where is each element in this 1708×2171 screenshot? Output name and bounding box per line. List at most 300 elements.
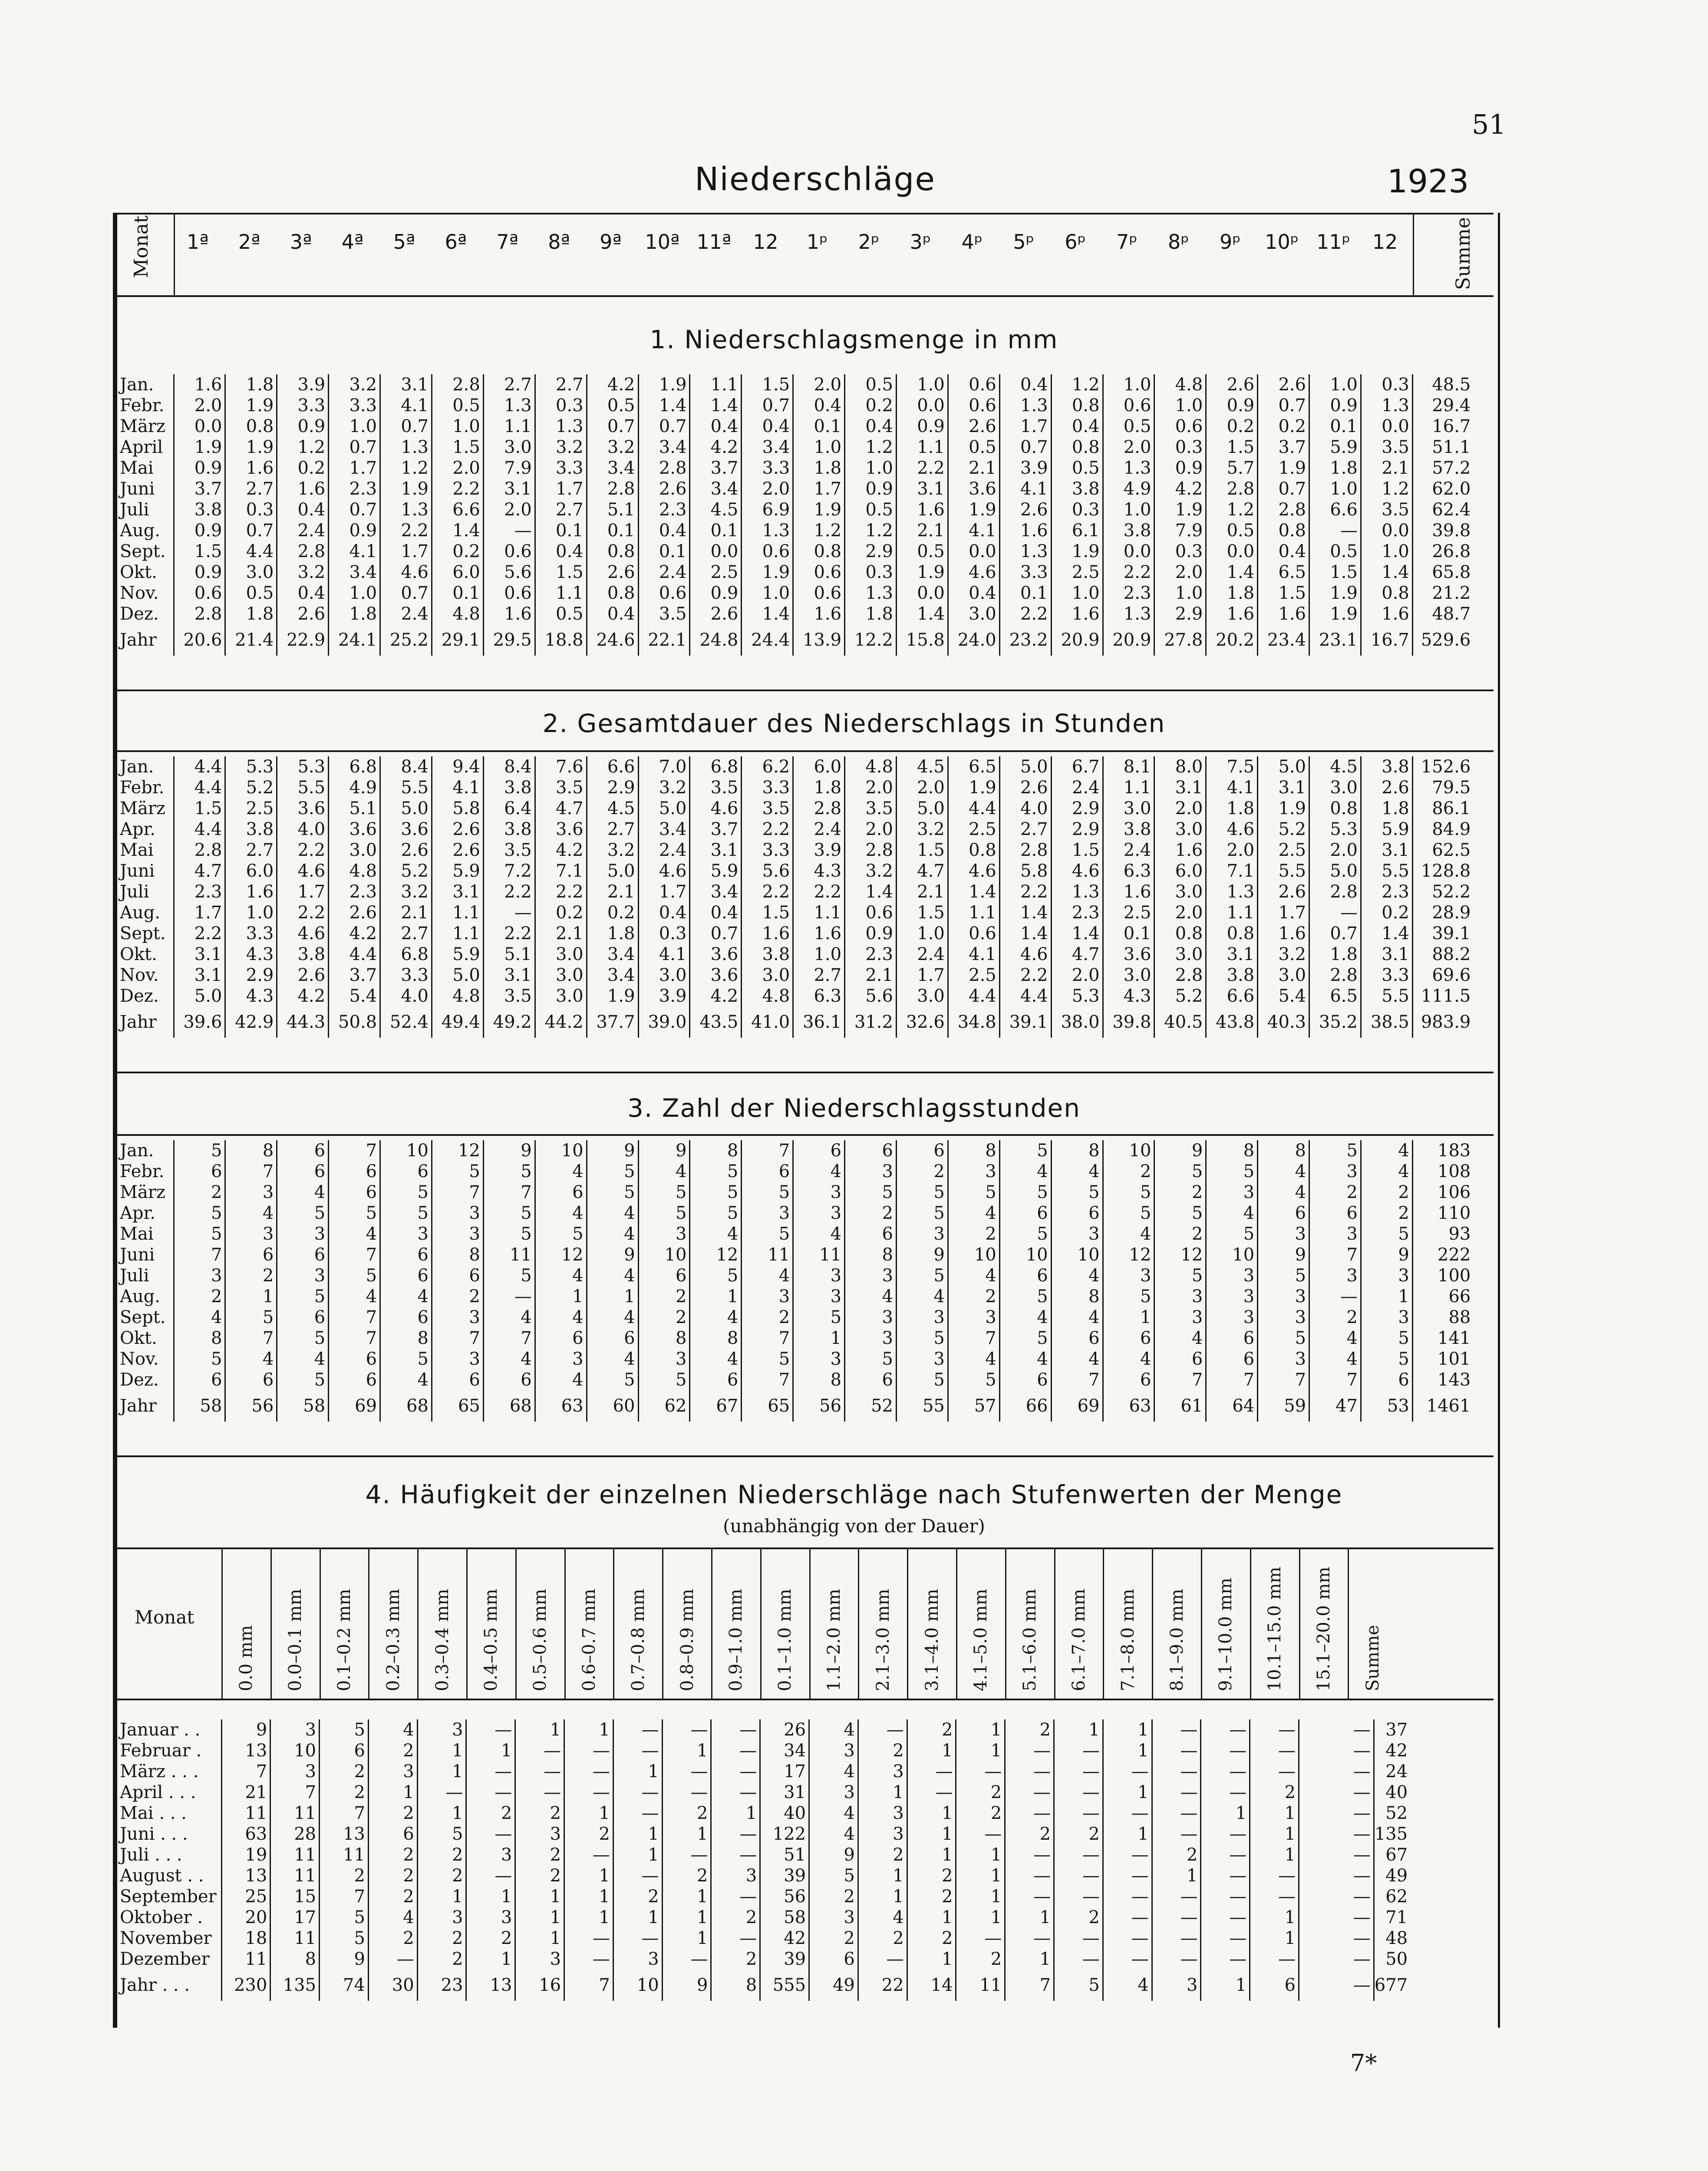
table-cell: 4 xyxy=(329,1286,380,1307)
table-cell: 2.6 xyxy=(587,562,638,583)
table-cell: 3 xyxy=(1051,1224,1103,1244)
table-cell: 1.3 xyxy=(999,541,1051,562)
row-label: Jan. xyxy=(117,1140,174,1161)
table-cell: 2.6 xyxy=(1361,777,1412,798)
table-cell: 8 xyxy=(948,1140,999,1161)
table-cell: 2.8 xyxy=(793,798,845,819)
table-cell: 5 xyxy=(320,1907,369,1928)
table-cell: 20.9 xyxy=(1103,624,1154,656)
table-cell: 2.7 xyxy=(793,965,845,986)
table-cell: 1 xyxy=(907,1949,956,1970)
table-cell: 0.8 xyxy=(225,416,277,437)
table-cell: 5.3 xyxy=(1051,986,1103,1006)
table-cell: 6 xyxy=(483,1369,535,1390)
table-cell: 3.5 xyxy=(535,777,587,798)
table-cell: 1 xyxy=(956,1907,1005,1928)
table-cell: — xyxy=(466,1865,515,1886)
table-cell: 5.2 xyxy=(225,777,277,798)
year-total-row xyxy=(117,1390,1473,1422)
table-cell: 69 xyxy=(1051,1390,1103,1422)
table-cell: 5 xyxy=(174,1203,225,1224)
table-cell: 1.2 xyxy=(1206,499,1258,520)
table-cell: 7 xyxy=(1309,1244,1361,1265)
table-cell: 0.1 xyxy=(1103,923,1154,944)
table-row xyxy=(117,1844,1410,1865)
row-sum: 88.2 xyxy=(1432,944,1471,964)
table-cell: 7 xyxy=(1258,1369,1309,1390)
table-cell: 3.7 xyxy=(690,819,742,840)
table-cell: 22.9 xyxy=(277,624,329,656)
table-cell: 6 xyxy=(380,1244,432,1265)
table-cell: 17 xyxy=(760,1761,809,1782)
table-cell: 0.5 xyxy=(948,437,999,458)
table-cell: 10 xyxy=(613,1970,662,2001)
table-cell: 31 xyxy=(760,1782,809,1803)
table-cell: 3.2 xyxy=(535,437,587,458)
table-cell: 0.6 xyxy=(483,583,535,604)
table-cell: 51 xyxy=(760,1844,809,1865)
table-cell: 3.4 xyxy=(638,437,690,458)
table-cell: 3.4 xyxy=(690,881,742,902)
table-cell: 1.1 xyxy=(483,416,535,437)
table-cell: — xyxy=(564,1740,613,1761)
table-cell: 6 xyxy=(999,1203,1051,1224)
table-cell: 22 xyxy=(858,1970,907,2001)
table-cell: 24.8 xyxy=(690,624,742,656)
table-cell: 3 xyxy=(432,1349,483,1369)
row-sum: 141 xyxy=(1438,1328,1471,1348)
table-cell: 5 xyxy=(896,1265,948,1286)
table-cell: 3 xyxy=(277,1265,329,1286)
table-cell: 1 xyxy=(858,1865,907,1886)
table-row xyxy=(117,1719,1410,1740)
row-sum: 69.6 xyxy=(1432,965,1471,985)
table-cell: 4 xyxy=(277,1182,329,1203)
table-cell: 230 xyxy=(221,1970,270,2001)
row-label: Febr. xyxy=(117,1161,174,1182)
row-label: August . . xyxy=(117,1865,221,1886)
row-label: Okt. xyxy=(117,562,174,583)
table-cell: 1 xyxy=(662,1886,711,1907)
table-cell: 3.4 xyxy=(587,965,638,986)
table-cell: 40.5 xyxy=(1154,1006,1206,1038)
table-row xyxy=(117,1761,1410,1782)
table-cell: 6.7 xyxy=(1051,756,1103,777)
table-cell: 2.8 xyxy=(277,541,329,562)
table-cell: 1.8 xyxy=(329,604,380,624)
table-cell: 2.3 xyxy=(174,881,225,902)
table-cell: 4 xyxy=(1103,1970,1152,2001)
table-cell: 12 xyxy=(432,1140,483,1161)
table-cell: 12 xyxy=(535,1244,587,1265)
table-cell: 0.3 xyxy=(1051,499,1103,520)
table-cell: 1.3 xyxy=(1361,395,1412,416)
table-cell: 1.8 xyxy=(1361,798,1412,819)
table-row xyxy=(117,1369,1473,1390)
row-label: Sept. xyxy=(117,1307,174,1328)
table-row xyxy=(117,861,1473,881)
table-cell: 2.8 xyxy=(174,840,225,861)
table-cell: 3.2 xyxy=(1258,944,1309,965)
section3-bottom-rule xyxy=(117,1455,1494,1457)
table-cell: 5.6 xyxy=(845,986,897,1006)
header-hour-15: 3ᵖ xyxy=(910,230,931,254)
table-cell: 4 xyxy=(690,1307,742,1328)
table-cell: 10 xyxy=(270,1740,320,1761)
section4-column-label: 7.1–8.0 mm xyxy=(1118,1589,1138,1691)
section4-column-label: 0.4–0.5 mm xyxy=(481,1589,501,1691)
table-cell: 0.7 xyxy=(380,583,432,604)
table-cell: — xyxy=(1005,1803,1054,1824)
row-sum: 26.8 xyxy=(1432,541,1471,561)
header-top-rule xyxy=(117,213,1494,214)
table-cell: — xyxy=(1201,1844,1250,1865)
table-cell: 39.0 xyxy=(638,1006,690,1038)
table-cell: — xyxy=(1054,1803,1103,1824)
table-cell: 9 xyxy=(896,1244,948,1265)
row-label: Jahr xyxy=(117,624,174,656)
row-label: Jahr xyxy=(117,1006,174,1038)
table-cell: 4.8 xyxy=(329,861,380,881)
table-cell: 6 xyxy=(638,1265,690,1286)
table-cell: 0.2 xyxy=(1361,902,1412,923)
table-cell: 3.1 xyxy=(896,478,948,499)
table-cell: 15.8 xyxy=(896,624,948,656)
table-cell: 2.0 xyxy=(483,499,535,520)
table-cell: 2 xyxy=(613,1886,662,1907)
table-cell: 3.3 xyxy=(380,965,432,986)
table-cell: 5 xyxy=(483,1224,535,1244)
table-cell: 6 xyxy=(225,1244,277,1265)
row-sum: 152.6 xyxy=(1421,757,1471,777)
table-cell: 1.9 xyxy=(742,562,793,583)
table-cell: 49.2 xyxy=(483,1006,535,1038)
table-row xyxy=(117,1265,1473,1286)
table-cell: 2 xyxy=(368,1865,417,1886)
table-cell: 2.4 xyxy=(638,562,690,583)
table-cell: 5 xyxy=(277,1328,329,1349)
table-cell: 5 xyxy=(380,1349,432,1369)
table-cell: 5 xyxy=(948,1369,999,1390)
table-cell: 2.0 xyxy=(1309,840,1361,861)
table-cell: 6 xyxy=(999,1369,1051,1390)
table-cell: 1.3 xyxy=(380,437,432,458)
table-cell: 4 xyxy=(368,1907,417,1928)
table-cell: 5 xyxy=(483,1265,535,1286)
table-cell: 5 xyxy=(638,1182,690,1203)
section4-subtitle: (unabhängig von der Dauer) xyxy=(723,1515,985,1537)
table-cell: 2.1 xyxy=(380,902,432,923)
table-cell: 41.0 xyxy=(742,1006,793,1038)
table-cell: 1 xyxy=(613,1907,662,1928)
table-cell: 5 xyxy=(999,1182,1051,1203)
table-cell: 5 xyxy=(690,1182,742,1203)
section4-column-rule xyxy=(221,1547,223,1699)
table-cell: 1.8 xyxy=(1206,583,1258,604)
table-cell: 6 xyxy=(1309,1203,1361,1224)
table-cell: 5 xyxy=(690,1265,742,1286)
row-sum: 50 xyxy=(1385,1949,1408,1969)
table-cell: 4.2 xyxy=(1154,478,1206,499)
table-cell: 1.0 xyxy=(896,374,948,395)
table-cell: — xyxy=(907,1782,956,1803)
table-cell: 1.2 xyxy=(845,437,897,458)
table-cell: 3 xyxy=(793,1286,845,1307)
table-cell: 1.3 xyxy=(483,395,535,416)
table-cell: 7.2 xyxy=(483,861,535,881)
table-row xyxy=(117,777,1473,798)
table-cell: 3.8 xyxy=(1206,965,1258,986)
table-cell: 1 xyxy=(858,1886,907,1907)
table-cell: 0.7 xyxy=(742,395,793,416)
table-cell: 4.8 xyxy=(432,986,483,1006)
table-cell: 2.3 xyxy=(638,499,690,520)
section4-column-label: 5.1–6.0 mm xyxy=(1020,1589,1040,1691)
table-cell: 3 xyxy=(466,1907,515,1928)
table-cell: 5 xyxy=(896,1328,948,1349)
table-cell: 5 xyxy=(587,1161,638,1182)
table-cell: — xyxy=(662,1761,711,1782)
row-label: Juni xyxy=(117,478,174,499)
header-hour-11: 11ª xyxy=(696,230,732,254)
table-cell: 4 xyxy=(858,1907,907,1928)
row-label: Februar . xyxy=(117,1740,221,1761)
table-cell: 2.3 xyxy=(1051,902,1103,923)
table-cell: 3.4 xyxy=(587,458,638,478)
table-cell: 9 xyxy=(221,1719,270,1740)
table-cell: — xyxy=(1152,1740,1201,1761)
table-cell: 4.6 xyxy=(1051,861,1103,881)
table-cell: 3 xyxy=(1361,1307,1412,1328)
table-cell: 5 xyxy=(1206,1161,1258,1182)
table-cell: 3 xyxy=(948,1161,999,1182)
table-cell: 1.6 xyxy=(174,374,225,395)
table-cell: 56 xyxy=(760,1886,809,1907)
table-cell: 5 xyxy=(329,1265,380,1286)
table-cell: 1 xyxy=(662,1740,711,1761)
table-cell: 7 xyxy=(742,1328,793,1349)
table-cell: 4.6 xyxy=(948,562,999,583)
section4-column-label: 0.1–1.0 mm xyxy=(775,1589,795,1691)
table-row xyxy=(117,416,1473,437)
table-cell: 2 xyxy=(225,1265,277,1286)
year-total-row xyxy=(117,1006,1473,1038)
table-cell: — xyxy=(1201,1824,1250,1844)
section4-column-rule xyxy=(515,1547,517,1699)
table-cell: — xyxy=(662,1844,711,1865)
table-cell: 5 xyxy=(174,1224,225,1244)
table-cell: 6 xyxy=(320,1740,369,1761)
table-cell: 5.9 xyxy=(1361,819,1412,840)
table-cell: 1 xyxy=(587,1286,638,1307)
table-cell: 2.0 xyxy=(174,395,225,416)
table-cell: — xyxy=(1299,1824,1374,1844)
table-cell: 5 xyxy=(638,1369,690,1390)
table-cell: 2 xyxy=(858,1844,907,1865)
table-cell: 1 xyxy=(515,1907,564,1928)
table-cell: 2 xyxy=(320,1782,369,1803)
table-cell: 3.1 xyxy=(1206,944,1258,965)
row-sum: 51.1 xyxy=(1432,437,1471,457)
table-cell: 5 xyxy=(896,1203,948,1224)
table-cell: 4.1 xyxy=(638,944,690,965)
table-cell: 0.6 xyxy=(638,583,690,604)
table-cell: — xyxy=(466,1782,515,1803)
table-cell: 18 xyxy=(221,1928,270,1949)
table-cell: 1 xyxy=(515,1928,564,1949)
table-cell: 4 xyxy=(277,1349,329,1369)
table-cell: 1.0 xyxy=(742,583,793,604)
table-cell: 23 xyxy=(417,1970,466,2001)
table-cell: 4 xyxy=(1309,1349,1361,1369)
table-cell: 2.2 xyxy=(999,965,1051,986)
table-row xyxy=(117,965,1473,986)
table-row xyxy=(117,944,1473,965)
table-cell: 0.2 xyxy=(432,541,483,562)
header-hour-5: 5ª xyxy=(393,230,415,254)
table-row xyxy=(117,1886,1410,1907)
table-cell: 67 xyxy=(690,1390,742,1422)
table-cell: 1 xyxy=(368,1782,417,1803)
table-cell: 2 xyxy=(956,1782,1005,1803)
table-cell: — xyxy=(1201,1907,1250,1928)
table-cell: 4 xyxy=(742,1265,793,1286)
row-label: Nov. xyxy=(117,583,174,604)
table-cell: 7 xyxy=(320,1803,369,1824)
page-title: Niederschläge xyxy=(695,161,936,198)
table-cell: 0.0 xyxy=(896,395,948,416)
table-cell: 5 xyxy=(277,1203,329,1224)
table-cell: 5.0 xyxy=(587,861,638,881)
table-cell: 2 xyxy=(417,1949,466,1970)
table-cell: 11 xyxy=(483,1244,535,1265)
table-cell: 4 xyxy=(999,1161,1051,1182)
table-cell: 0.0 xyxy=(174,416,225,437)
table-cell: 4.2 xyxy=(587,374,638,395)
table-cell: 6 xyxy=(329,1182,380,1203)
section4-column-label: 0.0–0.1 mm xyxy=(285,1589,306,1691)
table-cell: 0.9 xyxy=(277,416,329,437)
table-cell: — xyxy=(1103,1865,1152,1886)
table-cell: 5 xyxy=(690,1161,742,1182)
table-cell: — xyxy=(1299,1907,1374,1928)
section4-column-rule xyxy=(613,1547,614,1699)
table-cell: 1.4 xyxy=(896,604,948,624)
table-cell: 2 xyxy=(1250,1782,1299,1803)
table-cell: 3.8 xyxy=(1361,756,1412,777)
table-cell: 3 xyxy=(896,1349,948,1369)
table-cell: 3.3 xyxy=(742,777,793,798)
table-cell: 6.4 xyxy=(483,798,535,819)
table-cell: 1.4 xyxy=(845,881,897,902)
table-cell: 0.7 xyxy=(329,499,380,520)
table-row xyxy=(117,604,1473,624)
table-cell: 58 xyxy=(277,1390,329,1422)
row-label: Febr. xyxy=(117,395,174,416)
table-cell: 1.9 xyxy=(638,374,690,395)
table-cell: 4 xyxy=(1309,1328,1361,1349)
table-cell: 2.2 xyxy=(999,604,1051,624)
table-cell: 2 xyxy=(515,1865,564,1886)
table-cell: 9 xyxy=(662,1970,711,2001)
table-cell: 5 xyxy=(1361,1224,1412,1244)
section2-title: 2. Gesamtdauer des Niederschlags in Stunden xyxy=(542,709,1166,738)
table-cell: 3.1 xyxy=(1361,840,1412,861)
table-cell: 0.2 xyxy=(1206,416,1258,437)
table-cell: 10 xyxy=(1103,1140,1154,1161)
table-cell: 4 xyxy=(535,1265,587,1286)
table-cell: 0.9 xyxy=(1206,395,1258,416)
table-cell: 2.2 xyxy=(432,478,483,499)
table-cell: 7 xyxy=(432,1182,483,1203)
table-cell: 1 xyxy=(662,1928,711,1949)
row-label: Juli xyxy=(117,1265,174,1286)
table-cell: 12 xyxy=(1103,1244,1154,1265)
table-cell: 39.8 xyxy=(1103,1006,1154,1038)
table-cell: 4.2 xyxy=(690,986,742,1006)
table-cell: 7 xyxy=(329,1307,380,1328)
table-cell: 2 xyxy=(1361,1203,1412,1224)
table-cell: 1 xyxy=(1005,1907,1054,1928)
table-cell: 2.8 xyxy=(587,478,638,499)
table-cell: 8 xyxy=(793,1369,845,1390)
table-cell: 1 xyxy=(225,1286,277,1307)
table-cell: 2 xyxy=(1309,1182,1361,1203)
table-cell: 6 xyxy=(1103,1328,1154,1349)
table-cell: 0.8 xyxy=(1361,583,1412,604)
table-cell: 1.0 xyxy=(1154,583,1206,604)
table-cell: 3.2 xyxy=(277,562,329,583)
table-cell: 1.5 xyxy=(896,902,948,923)
table-cell: 3.3 xyxy=(742,458,793,478)
table-cell: 2.7 xyxy=(225,478,277,499)
table-cell: 0.3 xyxy=(638,923,690,944)
table-cell: 5 xyxy=(380,1182,432,1203)
table-cell: 1.6 xyxy=(793,604,845,624)
table-cell: 1 xyxy=(1005,1949,1054,1970)
table-cell: — xyxy=(1005,1886,1054,1907)
header-hour-19: 7ᵖ xyxy=(1116,230,1138,254)
table-cell: 3.6 xyxy=(535,819,587,840)
row-sum: 62.0 xyxy=(1432,479,1471,499)
table-cell: 4 xyxy=(845,1286,897,1307)
table-cell: 4.6 xyxy=(999,944,1051,965)
table-cell: 5 xyxy=(999,1286,1051,1307)
table-cell: 3.5 xyxy=(1361,437,1412,458)
table-cell: 53 xyxy=(1361,1390,1412,1422)
table-cell: 1.6 xyxy=(225,458,277,478)
table-cell: 1 xyxy=(907,1824,956,1844)
table-cell: 135 xyxy=(270,1970,320,2001)
table-cell: 1 xyxy=(1103,1782,1152,1803)
section4-column-label: 3.1–4.0 mm xyxy=(922,1589,942,1691)
table-cell: 4 xyxy=(587,1203,638,1224)
table-cell: 1.3 xyxy=(380,499,432,520)
row-sum: 677 xyxy=(1374,1975,1408,1995)
row-sum: 71 xyxy=(1385,1907,1408,1927)
table-cell: 3 xyxy=(742,1203,793,1224)
table-cell: 4.4 xyxy=(329,944,380,965)
table-cell: 5.7 xyxy=(1206,458,1258,478)
section1-table xyxy=(117,374,1473,656)
table-cell: 2 xyxy=(638,1307,690,1328)
table-row xyxy=(117,541,1473,562)
table-cell: 1.8 xyxy=(793,458,845,478)
row-label: Juni xyxy=(117,861,174,881)
table-cell: 2.3 xyxy=(1361,881,1412,902)
table-cell: 12 xyxy=(690,1244,742,1265)
table-cell: 2 xyxy=(809,1886,858,1907)
